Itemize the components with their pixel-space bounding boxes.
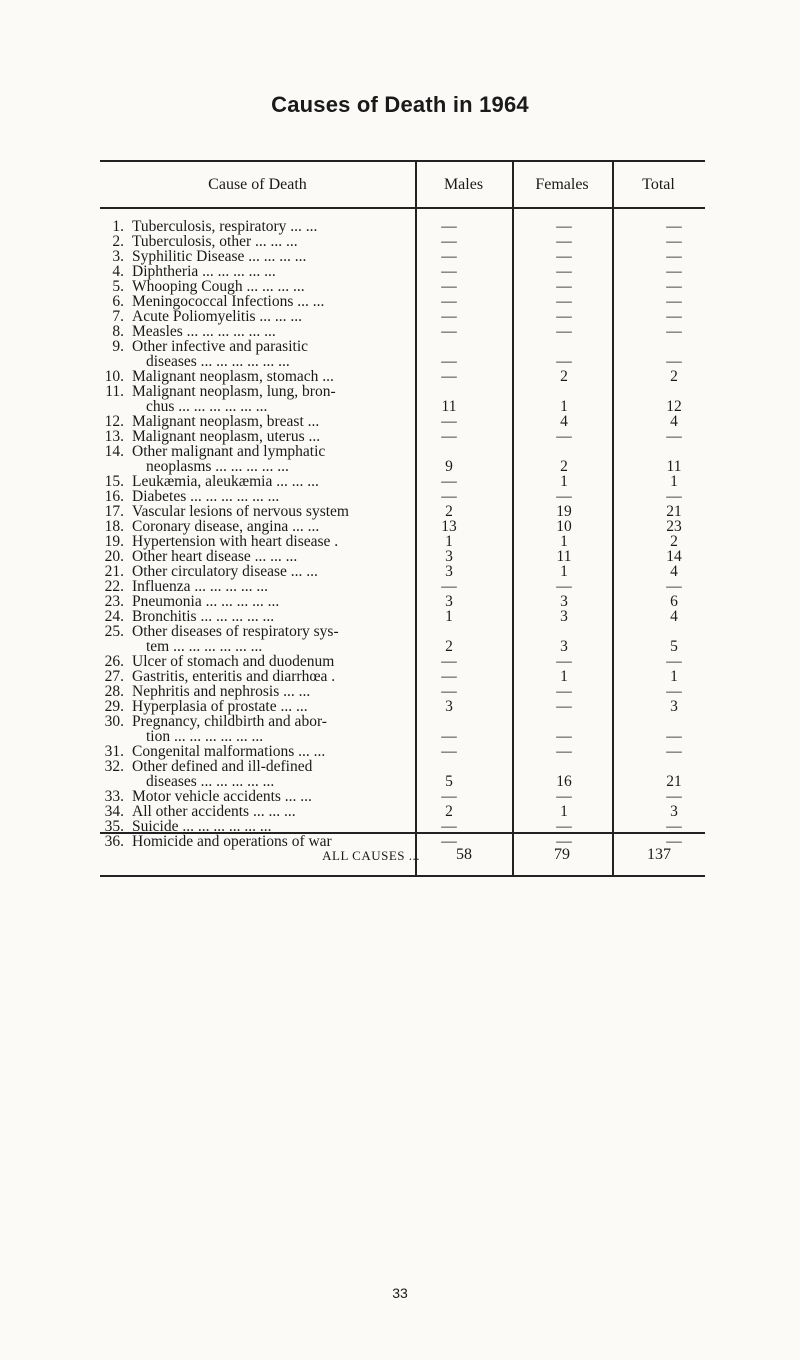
row-number: 29. [104, 698, 124, 715]
totals-total: 137 [647, 846, 671, 863]
totals-label: ALL CAUSES ... [322, 848, 420, 863]
total-cell: 12 [666, 398, 682, 415]
row-number: 7. [112, 308, 124, 325]
females-cell: 3 [560, 593, 568, 610]
total-cell: 6 [670, 593, 678, 610]
row-number: 5. [112, 278, 124, 295]
total-cell: 23 [666, 518, 682, 535]
males-cell: 11 [441, 398, 457, 415]
cause-label: Vascular lesions of nervous system [132, 503, 349, 520]
total-cell: 21 [666, 773, 682, 790]
males-cell: — [441, 728, 457, 745]
cause-label: Acute Poliomyelitis ... ... ... [132, 308, 303, 325]
males-cell: — [441, 653, 457, 670]
females-cell: — [556, 698, 572, 715]
females-cell: — [556, 428, 572, 445]
cause-label: Pregnancy, childbirth and abor- [132, 713, 327, 730]
row-number: 2. [112, 233, 124, 250]
header-females: Females [535, 176, 589, 193]
females-cell: 1 [560, 803, 568, 820]
row-number: 31. [104, 743, 124, 760]
cause-label: Malignant neoplasm, stomach ... [132, 368, 334, 385]
females-cell: — [556, 323, 572, 340]
females-cell: 1 [560, 668, 568, 685]
cause-label: Malignant neoplasm, uterus ... [132, 428, 321, 445]
total-cell: 14 [666, 548, 682, 565]
females-cell: — [556, 683, 572, 700]
row-number: 28. [104, 683, 124, 700]
males-cell: — [441, 263, 457, 280]
total-cell: 11 [666, 458, 682, 475]
row-number: 18. [104, 518, 124, 535]
cause-label: Whooping Cough ... ... ... ... [132, 278, 305, 295]
row-number: 1. [112, 218, 124, 235]
cause-label: Tuberculosis, respiratory ... ... [132, 218, 318, 235]
cause-label: Leukæmia, aleukæmia ... ... ... [132, 473, 319, 490]
females-cell: 11 [556, 548, 572, 565]
females-cell: 3 [560, 608, 568, 625]
row-number: 23. [104, 593, 124, 610]
total-cell: — [666, 323, 682, 340]
total-cell: — [666, 308, 682, 325]
table-top-rule [100, 160, 705, 162]
row-number: 32. [104, 758, 124, 775]
total-cell: 3 [670, 698, 678, 715]
males-cell: 3 [445, 698, 453, 715]
cause-label: Other circulatory disease ... ... [132, 563, 318, 580]
totals-males: 58 [456, 846, 472, 863]
males-cell: — [441, 428, 457, 445]
row-number: 3. [112, 248, 124, 265]
total-cell: — [666, 488, 682, 505]
row-number: 36. [104, 833, 124, 850]
females-cell: — [556, 293, 572, 310]
cause-label: Influenza ... ... ... ... ... [132, 578, 269, 595]
row-number: 6. [112, 293, 124, 310]
page-number: 33 [392, 1285, 408, 1301]
row-number: 13. [104, 428, 124, 445]
cause-label: Measles ... ... ... ... ... ... [132, 323, 276, 340]
cause-label-continued: tion ... ... ... ... ... ... [146, 728, 264, 745]
females-cell: — [556, 488, 572, 505]
males-cell: — [441, 293, 457, 310]
cause-label: Gastritis, enteritis and diarrhœa . [132, 668, 336, 685]
total-cell: — [666, 293, 682, 310]
females-cell: — [556, 818, 572, 835]
total-cell: — [666, 653, 682, 670]
cause-label: Malignant neoplasm, breast ... [132, 413, 320, 430]
females-cell: 10 [556, 518, 572, 535]
row-number: 21. [104, 563, 124, 580]
females-cell: 1 [560, 563, 568, 580]
males-cell: — [441, 278, 457, 295]
cause-label: Other heart disease ... ... ... [132, 548, 298, 565]
males-cell: 5 [445, 773, 453, 790]
total-cell: 3 [670, 803, 678, 820]
cause-label: Diabetes ... ... ... ... ... ... [132, 488, 280, 505]
header-males: Males [443, 176, 484, 193]
males-cell: 2 [445, 503, 453, 520]
row-number: 25. [104, 623, 124, 640]
total-cell: — [666, 218, 682, 235]
cause-label: Congenital malformations ... ... [132, 743, 326, 760]
total-cell: 4 [670, 413, 678, 430]
males-cell: — [441, 818, 457, 835]
males-cell: — [441, 233, 457, 250]
cause-label: Other malignant and lymphatic [132, 443, 326, 460]
total-cell: — [666, 428, 682, 445]
row-number: 20. [104, 548, 124, 565]
males-cell: 1 [445, 533, 453, 550]
males-cell: — [441, 833, 457, 850]
row-number: 4. [112, 263, 124, 280]
males-cell: — [441, 413, 457, 430]
row-number: 34. [104, 803, 124, 820]
females-cell: 4 [560, 413, 568, 430]
totals-females: 79 [554, 846, 570, 863]
row-number: 16. [104, 488, 124, 505]
cause-label: Homicide and operations of war [132, 833, 332, 850]
row-number: 17. [104, 503, 124, 520]
total-cell: — [666, 743, 682, 760]
females-cell: — [556, 263, 572, 280]
females-cell: — [556, 578, 572, 595]
row-number: 14. [104, 443, 124, 460]
cause-label-continued: neoplasms ... ... ... ... ... [146, 458, 289, 475]
females-cell: 3 [560, 638, 568, 655]
column-divider-females [512, 160, 514, 877]
cause-label: Meningococcal Infections ... ... [132, 293, 325, 310]
cause-label: Hyperplasia of prostate ... ... [132, 698, 308, 715]
total-cell: — [666, 353, 682, 370]
males-cell: — [441, 218, 457, 235]
total-cell: 2 [670, 368, 678, 385]
females-cell: 19 [556, 503, 572, 520]
males-cell: 3 [445, 548, 453, 565]
total-cell: 2 [670, 533, 678, 550]
row-number: 22. [104, 578, 124, 595]
females-cell: 1 [560, 473, 568, 490]
males-cell: 1 [445, 608, 453, 625]
males-cell: — [441, 368, 457, 385]
males-cell: — [441, 323, 457, 340]
row-number: 12. [104, 413, 124, 430]
females-cell: — [556, 653, 572, 670]
males-cell: 9 [445, 458, 453, 475]
males-cell: — [441, 308, 457, 325]
total-cell: — [666, 578, 682, 595]
females-cell: — [556, 308, 572, 325]
total-cell: 5 [670, 638, 678, 655]
row-number: 26. [104, 653, 124, 670]
females-cell: — [556, 353, 572, 370]
total-cell: — [666, 233, 682, 250]
females-cell: — [556, 833, 572, 850]
cause-label: Other defined and ill-defined [132, 758, 313, 775]
males-cell: 2 [445, 638, 453, 655]
cause-label: Motor vehicle accidents ... ... [132, 788, 312, 805]
females-cell: — [556, 788, 572, 805]
females-cell: 1 [560, 398, 568, 415]
males-cell: — [441, 788, 457, 805]
cause-label: Malignant neoplasm, lung, bron- [132, 383, 336, 400]
males-cell: — [441, 578, 457, 595]
total-cell: — [666, 263, 682, 280]
total-cell: — [666, 818, 682, 835]
cause-label: Hypertension with heart disease . [132, 533, 339, 550]
females-cell: — [556, 218, 572, 235]
column-divider-total [612, 160, 614, 877]
cause-label: Suicide ... ... ... ... ... ... [132, 818, 272, 835]
females-cell: 1 [560, 533, 568, 550]
males-cell: 3 [445, 593, 453, 610]
page-title: Causes of Death in 1964 [271, 92, 529, 117]
cause-label: Bronchitis ... ... ... ... ... [132, 608, 275, 625]
row-number: 15. [104, 473, 124, 490]
row-number: 27. [104, 668, 124, 685]
cause-label-continued: diseases ... ... ... ... ... ... [146, 353, 290, 370]
header-cause: Cause of Death [208, 176, 307, 193]
total-cell: — [666, 683, 682, 700]
males-cell: 2 [445, 803, 453, 820]
cause-label-continued: tem ... ... ... ... ... ... [146, 638, 263, 655]
males-cell: — [441, 743, 457, 760]
header-total: Total [642, 176, 675, 193]
females-cell: 2 [560, 458, 568, 475]
cause-label: All other accidents ... ... ... [132, 803, 296, 820]
males-cell: 3 [445, 563, 453, 580]
cause-label-continued: chus ... ... ... ... ... ... [146, 398, 268, 415]
row-number: 30. [104, 713, 124, 730]
header-bottom-rule [100, 207, 705, 209]
cause-label: Diphtheria ... ... ... ... ... [132, 263, 276, 280]
males-cell: 13 [441, 518, 457, 535]
females-cell: — [556, 728, 572, 745]
males-cell: — [441, 248, 457, 265]
total-cell: — [666, 728, 682, 745]
row-number: 9. [112, 338, 124, 355]
total-cell: — [666, 833, 682, 850]
males-cell: — [441, 683, 457, 700]
total-cell: 1 [670, 668, 678, 685]
row-number: 33. [104, 788, 124, 805]
males-cell: — [441, 473, 457, 490]
cause-label: Other infective and parasitic [132, 338, 309, 355]
row-number: 8. [112, 323, 124, 340]
males-cell: — [441, 353, 457, 370]
females-cell: 16 [556, 773, 572, 790]
males-cell: — [441, 668, 457, 685]
cause-label: Syphilitic Disease ... ... ... ... [132, 248, 307, 265]
total-cell: 4 [670, 608, 678, 625]
cause-label: Ulcer of stomach and duodenum [132, 653, 335, 670]
table-bottom-rule [100, 875, 705, 877]
females-cell: — [556, 248, 572, 265]
row-number: 11. [105, 383, 124, 400]
total-cell: 21 [666, 503, 682, 520]
cause-label-continued: diseases ... ... ... ... ... [146, 773, 275, 790]
females-cell: 2 [560, 368, 568, 385]
females-cell: — [556, 233, 572, 250]
cause-label: Pneumonia ... ... ... ... ... [132, 593, 280, 610]
row-number: 19. [104, 533, 124, 550]
cause-label: Other diseases of respiratory sys- [132, 623, 339, 640]
males-cell: — [441, 488, 457, 505]
total-cell: — [666, 278, 682, 295]
females-cell: — [556, 278, 572, 295]
cause-label: Nephritis and nephrosis ... ... [132, 683, 311, 700]
total-cell: 4 [670, 563, 678, 580]
total-cell: — [666, 788, 682, 805]
row-number: 10. [104, 368, 124, 385]
cause-label: Coronary disease, angina ... ... [132, 518, 320, 535]
females-cell: — [556, 743, 572, 760]
total-cell: — [666, 248, 682, 265]
cause-label: Tuberculosis, other ... ... ... [132, 233, 298, 250]
total-cell: 1 [670, 473, 678, 490]
row-number: 24. [104, 608, 124, 625]
row-number: 35. [104, 818, 124, 835]
